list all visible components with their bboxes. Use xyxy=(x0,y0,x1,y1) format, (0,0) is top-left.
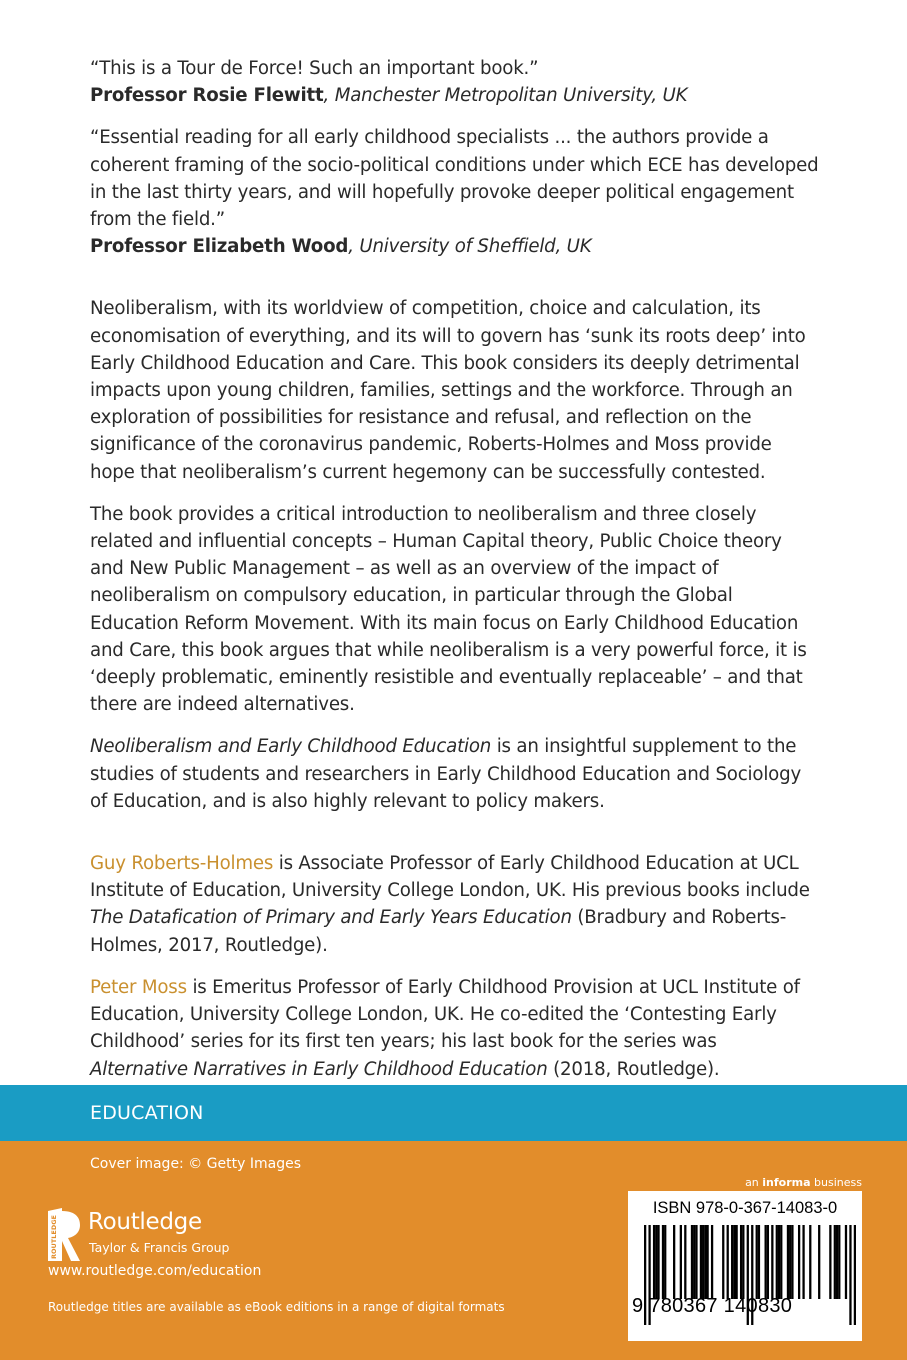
isbn-barcode-box xyxy=(628,1191,862,1341)
barcode-bar xyxy=(787,1225,789,1299)
barcode-bar xyxy=(684,1225,686,1299)
description-paragraph-3 xyxy=(90,733,820,815)
barcode-bar xyxy=(727,1225,729,1299)
quote-1-affiliation: , Manchester Metropolitan University, UK xyxy=(323,85,688,107)
subject-label: EDUCATION xyxy=(90,1102,204,1124)
publisher-website: www.routledge.com/education xyxy=(48,1263,262,1279)
barcode-bar xyxy=(791,1225,793,1299)
cover-image-credit: Cover image: © Getty Images xyxy=(90,1156,301,1172)
barcode-bar xyxy=(695,1225,697,1299)
barcode-bar xyxy=(700,1225,702,1299)
informa-tagline xyxy=(745,1176,862,1189)
quote-2-text: “Essential reading for all early childhood specialists ... the authors provide a coherent framing of the socio-political conditions under which ECE has developed in the last thirty years, and will hopefully provoke deeper political engagement from the field.” xyxy=(90,127,819,231)
cover-footer xyxy=(0,1141,907,1360)
author-bio-2 xyxy=(90,974,820,1083)
author-1-bio-end: (Bradbury and Roberts-Holmes, 2017, Routledge). xyxy=(90,907,787,956)
barcode-bar xyxy=(711,1225,713,1299)
barcode-bar xyxy=(657,1225,659,1299)
barcode-bar xyxy=(735,1225,737,1299)
publisher-group: Taylor & Francis Group xyxy=(89,1240,230,1255)
barcode-bar xyxy=(662,1225,664,1299)
author-2-book: Alternative Narratives in Early Childhood Education xyxy=(90,1058,548,1080)
quote-1 xyxy=(90,55,820,109)
isbn-label: ISBN 978-0-367-14083-0 xyxy=(652,1199,838,1217)
barcode-bar xyxy=(829,1225,831,1299)
barcode-bar xyxy=(780,1225,782,1299)
barcode-bar xyxy=(758,1225,760,1299)
barcode-bar xyxy=(680,1225,682,1299)
barcode-bar xyxy=(691,1225,693,1299)
barcode-bar xyxy=(693,1225,695,1299)
barcode-bar xyxy=(731,1225,733,1299)
subject-band xyxy=(0,1085,907,1141)
barcode-bar xyxy=(818,1225,820,1299)
quote-2-author: Professor Elizabeth Wood xyxy=(90,236,349,258)
barcode-bar xyxy=(733,1225,735,1299)
informa-suffix: business xyxy=(810,1176,862,1189)
author-2-bio: is Emeritus Professor of Early Childhood Provision at UCL Institute of Education, University College London, UK. He co-edited the ‘Contesting Early Childhood’ series for its first ten years; his last book for the series was xyxy=(90,976,800,1053)
barcode-bar xyxy=(789,1225,791,1299)
barcode-bar xyxy=(706,1225,708,1299)
barcode-bar xyxy=(756,1225,758,1299)
barcode-digits: 9 780367 140830 xyxy=(632,1295,793,1317)
routledge-r-icon xyxy=(46,1207,82,1263)
barcode-bar xyxy=(673,1225,675,1299)
author-1-book: The Datafication of Primary and Early Years Education xyxy=(90,907,572,929)
publisher-name: Routledge xyxy=(88,1209,202,1235)
back-cover-text xyxy=(90,55,820,1083)
barcode-bar xyxy=(845,1225,847,1299)
barcode-bar xyxy=(771,1225,773,1299)
author-bio-1 xyxy=(90,850,820,959)
informa-brand: informa xyxy=(762,1176,811,1189)
description-paragraph-2: The book provides a critical introduction to neoliberalism and three closely related and influential concepts – Human Capital theory, Public Choice theory and New Public Management – as well as an overview of the impact of neoliberalism on compulsory education, in particular through the Global Education Reform Movement. With its main focus on Early Childhood Education and Care, this book argues that while neoliberalism is a very powerful force, it is ‘deeply problematic, eminently resistible and eventually replaceable’ – and that there are indeed alternatives. xyxy=(90,503,807,716)
barcode-bar xyxy=(838,1225,840,1299)
quote-2 xyxy=(90,124,820,260)
ebook-note: Routledge titles are available as eBook editions in a range of digital formats xyxy=(48,1300,505,1314)
quote-1-text: “This is a Tour de Force! Such an important book.” xyxy=(90,58,539,79)
barcode-bar xyxy=(809,1225,811,1299)
barcode-bar xyxy=(834,1225,836,1299)
barcode-bar xyxy=(655,1225,657,1299)
quote-2-affiliation: , University of Sheffield, UK xyxy=(348,236,592,258)
barcode-bar xyxy=(722,1225,724,1299)
barcode-bar xyxy=(702,1225,704,1299)
quote-1-author: Professor Rosie Flewitt xyxy=(90,85,324,107)
barcode-bar xyxy=(798,1225,800,1299)
barcode-bar xyxy=(767,1225,769,1299)
barcode-bar xyxy=(664,1225,666,1299)
book-title: Neoliberalism and Early Childhood Education xyxy=(90,736,492,758)
routledge-vertical-text: ROUTLEDGE xyxy=(50,1215,58,1259)
author-1-name: Guy Roberts-Holmes xyxy=(90,853,274,875)
description-paragraph-3-text: is an insightful supplement to the studies of students and researchers in Early Childhood Education and Sociology of Education, and is also highly relevant to policy makers. xyxy=(90,736,802,812)
barcode-bar xyxy=(765,1225,767,1299)
barcode-bar xyxy=(742,1225,744,1299)
barcode-bar xyxy=(740,1225,742,1299)
informa-prefix: an xyxy=(745,1176,763,1189)
barcode-bar xyxy=(653,1225,655,1299)
author-2-name: Peter Moss xyxy=(90,976,187,998)
barcode-bar xyxy=(802,1225,804,1299)
description-paragraph-1: Neoliberalism, with its worldview of competition, choice and calculation, its economisation of everything, and its will to govern has ‘sunk its roots deep’ into Early Childhood Education and Care. This book considers its deeply detrimental impacts upon young children, families, settings and the workforce. Through an exploration of possibilities for resistance and refusal, and reflection on the significance of the coronavirus pandemic, Roberts-Holmes and Moss provide hope that neoliberalism’s current hegemony can be successfully contested. xyxy=(90,298,806,483)
author-2-bio-end: (2018, Routledge). xyxy=(547,1058,720,1080)
barcode-bar xyxy=(778,1225,780,1299)
author-1-bio: is Associate Professor of Early Childhood Education at UCL Institute of Education, University College London, UK. His previous books include xyxy=(90,853,810,902)
barcode-bar xyxy=(836,1225,838,1299)
barcode-bar xyxy=(776,1225,778,1299)
barcode-bar xyxy=(704,1225,706,1299)
